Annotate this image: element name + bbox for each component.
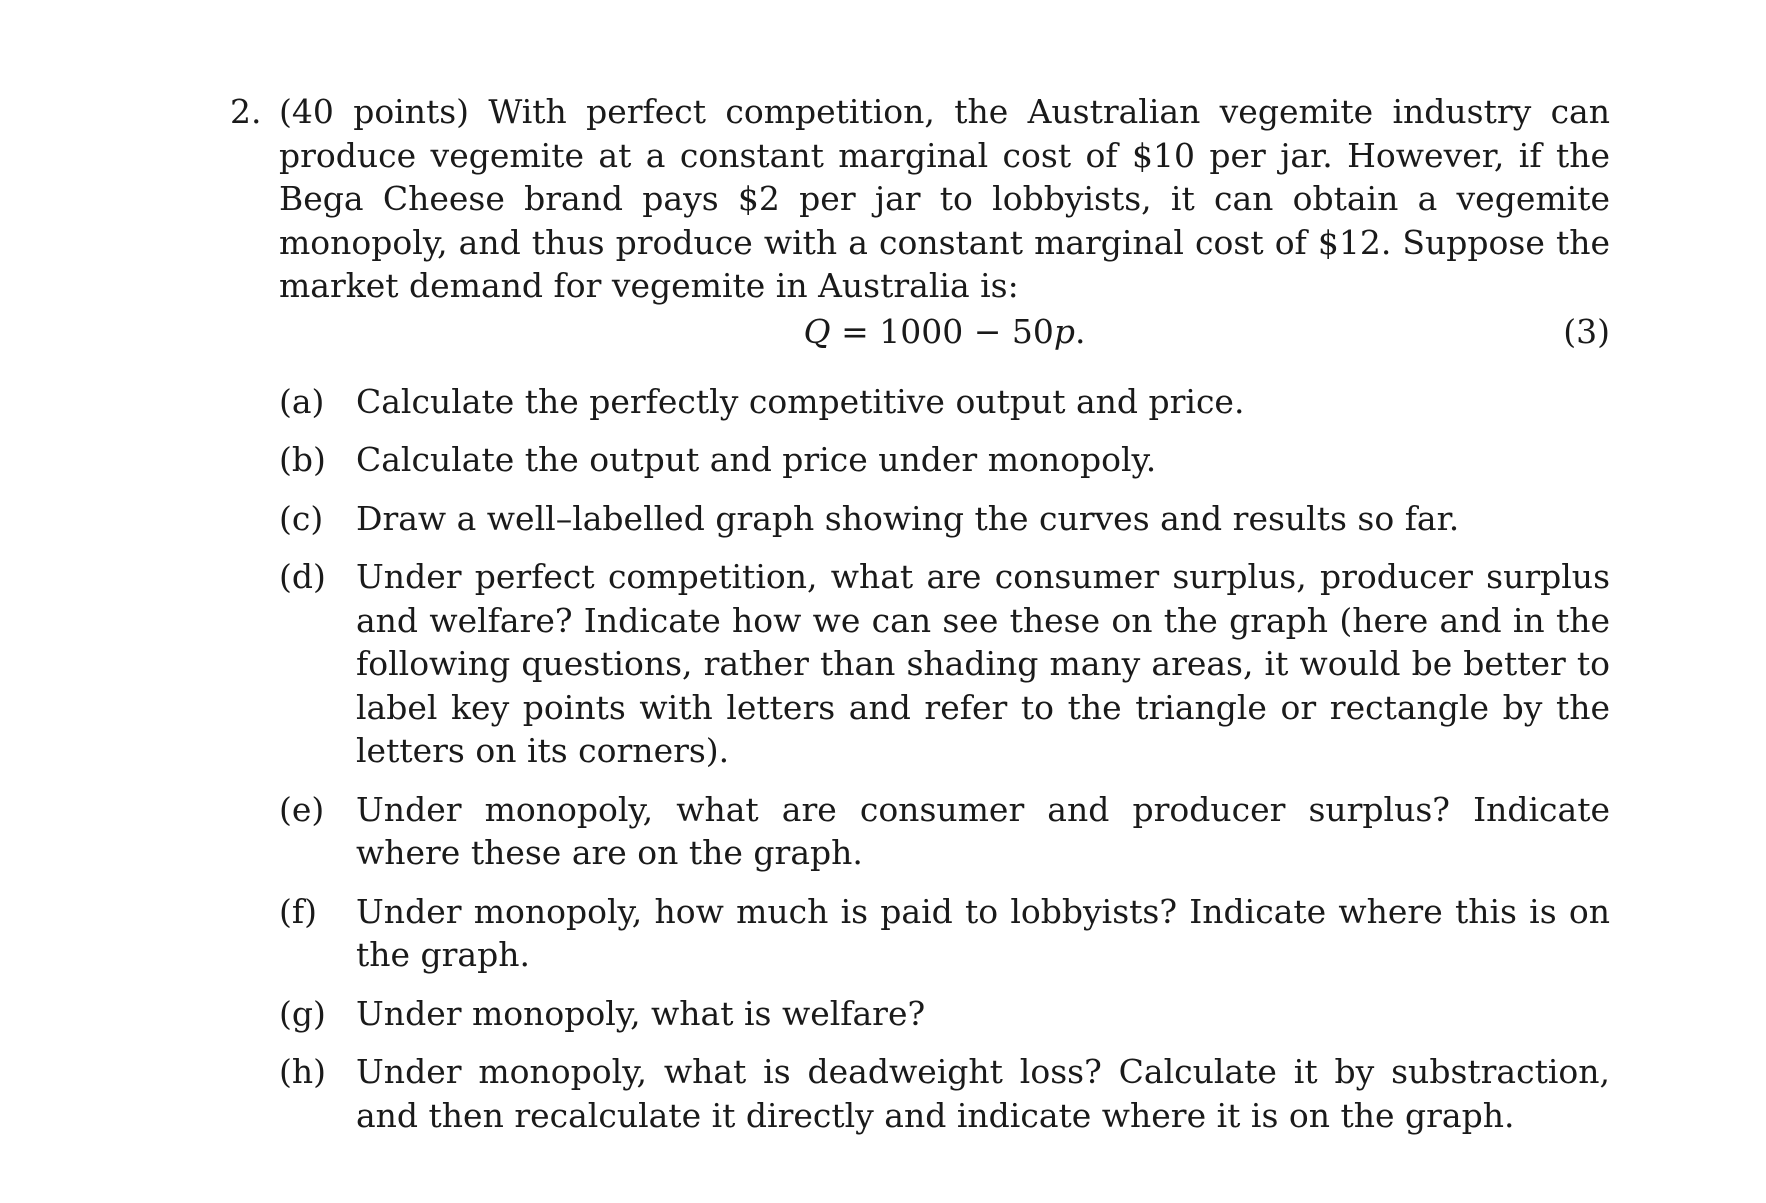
part-h	[279, 1050, 1610, 1137]
equation-lhs: Q	[803, 311, 831, 351]
part-d	[279, 555, 1610, 773]
part-text: Under monopoly, what is welfare?	[356, 993, 926, 1033]
part-e	[279, 788, 1610, 875]
part-label: (g)	[279, 993, 326, 1033]
equation-number: (3)	[1563, 311, 1610, 351]
problem-statement	[230, 90, 1610, 308]
part-text: Calculate the perfectly competitive output and price.	[356, 381, 1245, 421]
part-label: (c)	[279, 498, 324, 538]
part-label: (h)	[279, 1052, 327, 1091]
part-text: Calculate the output and price under monopoly.	[356, 440, 1157, 479]
part-text: Under monopoly, what is deadweight loss? Calculate it by substraction, and then recalculate it directly and indicate where it is on the graph.	[356, 1052, 1610, 1135]
part-c	[279, 497, 1610, 541]
part-label: (a)	[279, 381, 325, 421]
part-f	[279, 890, 1610, 977]
equation-middle: = 1000 − 50	[830, 311, 1054, 351]
problem-text: (40 points) With perfect competition, the Australian vegemite industry can produce vegemite at a constant marginal cost of $10 per jar. However, if the Bega Cheese brand pays $2 per jar to lobbyists, it can obtain a vegemite monopoly, and thus produce with a constant marginal cost of $12. Suppose the market demand for vegemite in Australia is:	[279, 92, 1610, 305]
part-label: (f)	[279, 891, 317, 931]
problem-2	[230, 90, 1610, 1152]
equation-var: p	[1053, 311, 1075, 351]
equation-body	[279, 310, 1610, 354]
problem-number: 2.	[230, 92, 262, 131]
part-text: Under perfect competition, what are consumer surplus, producer surplus and welfare? Indicate how we can see these on the graph (here and in the following questions, rather than shading many areas, it would be better to label key points with letters and refer to the triangle or rectangle by the letters on its corners).	[356, 557, 1610, 770]
equation-end: .	[1074, 311, 1086, 351]
part-g	[279, 992, 1610, 1036]
part-label: (d)	[279, 557, 326, 596]
part-label: (e)	[279, 789, 325, 829]
part-label: (b)	[279, 440, 326, 479]
part-a	[279, 380, 1610, 424]
demand-equation	[279, 310, 1610, 354]
part-b	[279, 438, 1610, 482]
question-parts	[230, 380, 1610, 1138]
part-text: Under monopoly, what are consumer and producer surplus? Indicate where these are on the graph.	[356, 789, 1610, 872]
part-text: Under monopoly, how much is paid to lobbyists? Indicate where this is on the graph.	[356, 891, 1610, 974]
part-text: Draw a well–labelled graph showing the curves and results so far.	[356, 498, 1460, 538]
